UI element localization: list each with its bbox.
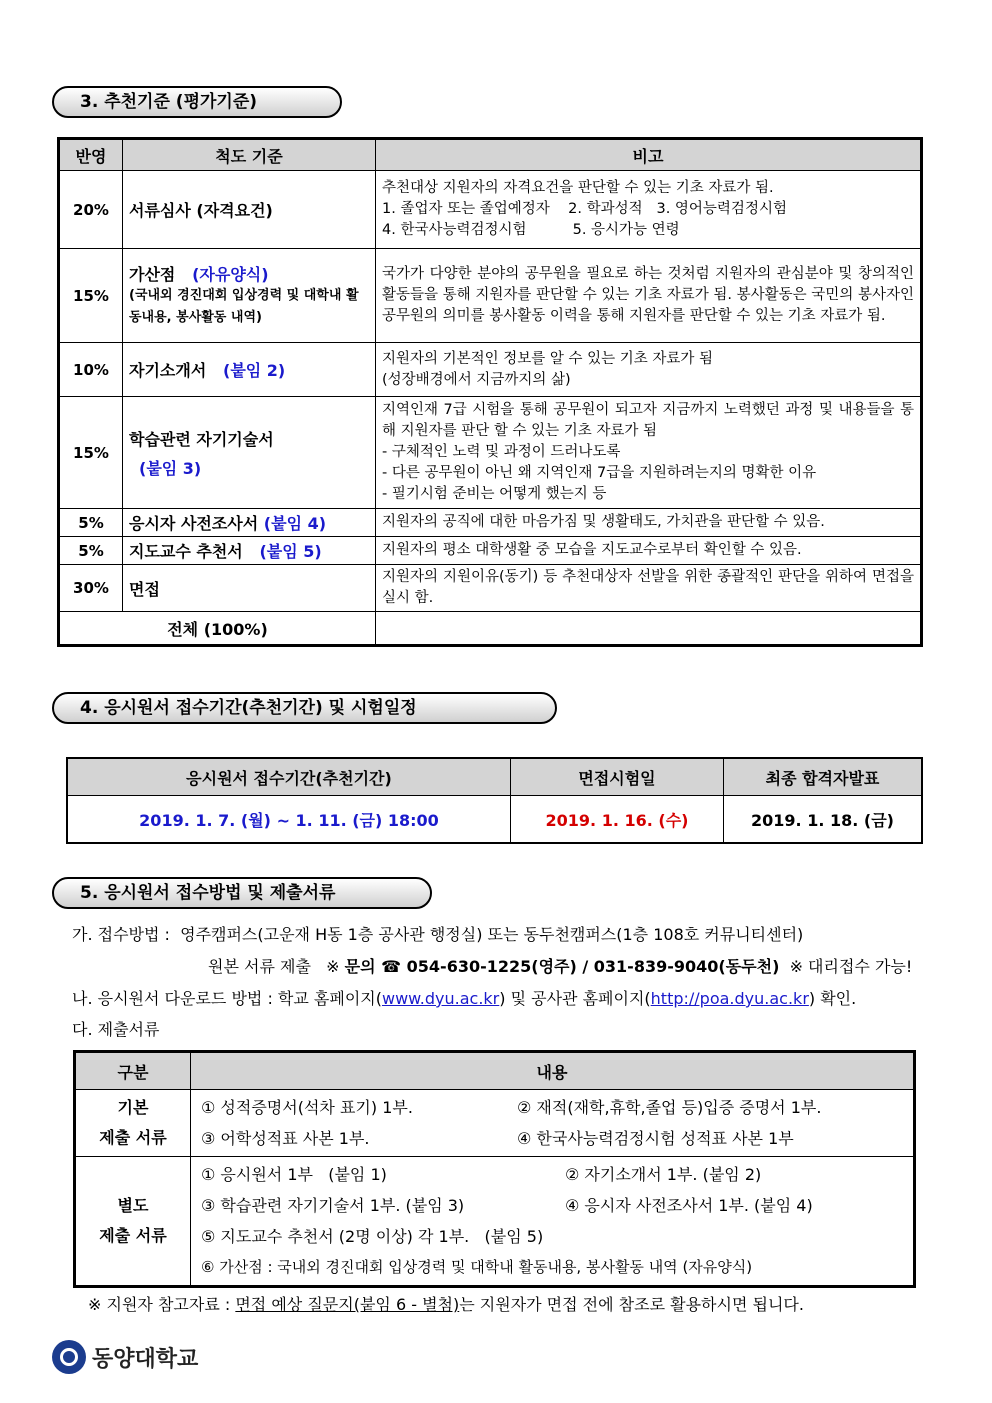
criteria-cell: 지도교수 추천서 (붙임 5) [123,537,376,565]
attachment-label: (붙임 4) [263,514,327,533]
notes-cell: 추천대상 지원자의 자격요건을 판단할 수 있는 기초 자료가 됨. 1. 졸업자 또는 졸업예정자 2. 학과성적 3. 영어능력검정시험 4. 한국사능력검정시험 5. 응시가능 연령 [376,171,922,249]
poa-homepage-link[interactable]: http://poa.dyu.ac.kr [650,989,809,1008]
col-result: 최종 합격자발표 [724,758,923,796]
schedule-header-row [67,758,922,796]
result-date: 2019. 1. 18. (금) [724,796,923,844]
extra-docs-label: 별도 제출 서류 [75,1157,191,1287]
schedule-row [67,796,922,844]
criteria-cell: 학습관련 자기기술서 (붙임 3) [123,397,376,509]
attachment-label: (붙임 5) [259,542,322,561]
col-interview: 면접시험일 [511,758,724,796]
criteria-table [57,137,923,647]
total-row [59,612,922,646]
table-row [59,171,922,249]
weight-cell: 10% [59,343,123,397]
weight-cell: 5% [59,509,123,537]
total-notes-cell [376,612,922,646]
criteria-subtext: (국내외 경진대회 입상경력 및 대학내 활동내용, 봉사활동 내역) [129,288,359,325]
footnote-reference: 면접 예상 질문지(붙임 6 - 별첨) [235,1295,460,1314]
footnote: ※ 지원자 참고자료 : 면접 예상 질문지(붙임 6 - 별첨)는 지원자가 면접 전에 참조로 활용하시면 됩니다. [88,1295,804,1314]
table-row [59,397,922,509]
notes-cell: 지원자의 기본적인 정보를 알 수 있는 기초 자료가 됨 (성장배경에서 지금까지의 삶) [376,343,922,397]
col-contents: 내용 [191,1052,915,1090]
table-row [59,509,922,537]
extra-docs-items: ① 응시원서 1부 (붙임 1) ② 자기소개서 1부. (붙임 2) ③ 학습관련 자기기술서 1부. (붙임 3) ④ 응시자 사전조사서 1부. (붙임 4) ⑤ 지도교수 추천서 (2명 이상) 각 1부. (붙임 5) ⑥ 가산점 : 국내외 경진대회 입상경력 및 대학내 활동내용, 봉사활동 내역 (자유양식) [191,1157,915,1287]
notes-cell: 지원자의 공직에 대한 마음가짐 및 생활태도, 가치관을 판단할 수 있음. [376,509,922,537]
documents-header-row [75,1052,915,1090]
docs-label: 다. 제출서류 [72,1020,160,1039]
contact-info: 문의 ☎ 054-630-1225(영주) / 031-839-9040(동두천) [344,957,780,976]
basic-docs-row [75,1090,915,1157]
criteria-cell: 면접 [123,565,376,612]
table-row [59,249,922,343]
weight-cell: 5% [59,537,123,565]
basic-docs-label: 기본 제출 서류 [75,1090,191,1157]
weight-cell: 30% [59,565,123,612]
documents-table [73,1050,916,1288]
extra-docs-row [75,1157,915,1287]
section-3-heading: 3. 추천기준 (평가기준) [52,86,342,118]
criteria-cell: 자기소개서 (붙임 2) [123,343,376,397]
total-label: 전체 (100%) [59,612,376,646]
col-period: 응시원서 접수기간(추천기간) [67,758,511,796]
weight-cell: 20% [59,171,123,249]
table-row [59,565,922,612]
notes-cell: 지원자의 지원이유(동기) 등 추천대상자 선발을 위한 종괄적인 판단을 위하여 면접을 실시 함. [376,565,922,612]
attachment-label: (붙임 2) [223,361,286,380]
criteria-cell: 가산점 (자유양식) (국내외 경진대회 입상경력 및 대학내 활동내용, 봉사활동 내역) [123,249,376,343]
notes-cell: 지역인재 7급 시험을 통해 공무원이 되고자 지금까지 노력했던 과정 및 내용들을 통해 지원자를 판단 할 수 있는 기초 자료가 됨 - 구체적인 노력 및 과정이 드러나도록 - 다른 공무원이 아닌 왜 지역인재 7급을 지원하려는지의 명확한 이유 - 필기시험 준비는 어떻게 했는지 등 [376,397,922,509]
period-value: 2019. 1. 7. (월) ~ 1. 11. (금) 18:00 [67,796,511,844]
university-name: 동양대학교 [92,1346,199,1372]
weight-cell: 15% [59,397,123,509]
criteria-header-row [59,139,922,171]
university-emblem-icon [52,1340,86,1374]
col-notes: 비고 [376,139,922,171]
section-5-heading: 5. 응시원서 접수방법 및 제출서류 [52,877,432,909]
attachment-label: (자유양식) [192,265,269,284]
col-weight: 반영 [59,139,123,171]
criteria-cell: 서류심사 (자격요건) [123,171,376,249]
criteria-cell: 응시자 사전조사서 (붙임 4) [123,509,376,537]
interview-date: 2019. 1. 16. (수) [511,796,724,844]
method-line-2: 원본 서류 제출 ※ 문의 ☎ 054-630-1225(영주) / 031-839-9040(동두천) ※ 대리접수 가능! [208,957,913,976]
col-criteria: 척도 기준 [123,139,376,171]
weight-cell: 15% [59,249,123,343]
download-line: 나. 응시원서 다운로드 방법 : 학교 홈페이지(www.dyu.ac.kr) 및 공사관 홈페이지(http://poa.dyu.ac.kr) 확인. [72,989,857,1008]
table-row [59,537,922,565]
attachment-label: (붙임 3) [139,458,202,478]
university-logo [52,1340,198,1374]
method-line-1: 가. 접수방법 : 영주캠퍼스(고운재 H동 1층 공사관 행정실) 또는 동두천캠퍼스(1층 108호 커뮤니티센터) [72,925,804,944]
basic-docs-items: ① 성적증명서(석차 표기) 1부. ② 재적(재학,휴학,졸업 등)입증 증명서 1부. ③ 어학성적표 사본 1부. ④ 한국사능력검정시험 성적표 사본 1부 [191,1090,915,1157]
schedule-table [66,757,923,844]
section-4-heading: 4. 응시원서 접수기간(추천기간) 및 시험일정 [52,692,557,724]
table-row [59,343,922,397]
school-homepage-link[interactable]: www.dyu.ac.kr [382,989,500,1008]
notes-cell: 지원자의 평소 대학생활 중 모습을 지도교수로부터 확인할 수 있음. [376,537,922,565]
col-category: 구분 [75,1052,191,1090]
notes-cell: 국가가 다양한 분야의 공무원을 필요로 하는 것처럼 지원자의 관심분야 및 창의적인 활동들을 통해 지원자를 판단할 수 있는 기초 자료가 됨. 봉사활동은 국민의 봉사자인 공무원의 의미를 봉사활동 이력을 통해 지원자를 판단할 수 있는 기초 자료가 됨. [376,249,922,343]
